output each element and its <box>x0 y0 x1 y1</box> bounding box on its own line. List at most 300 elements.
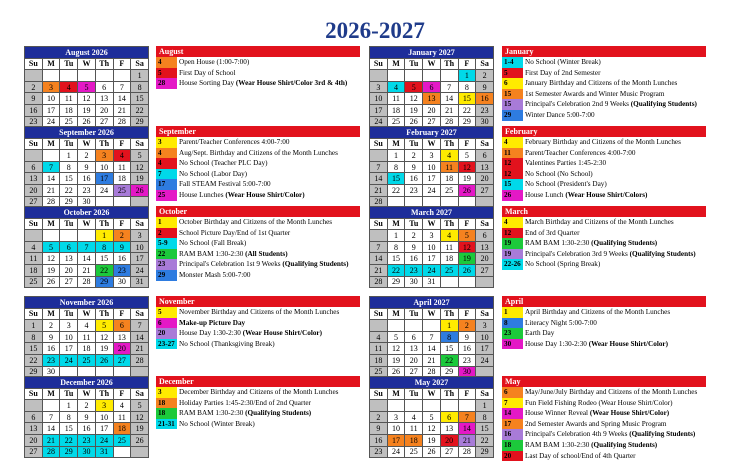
day-cell: 18 <box>78 343 96 355</box>
day-cell: 29 <box>476 446 494 458</box>
day-cell: 27 <box>60 276 78 288</box>
day-cell: 17 <box>42 104 60 116</box>
event-date-badge: 1 <box>502 307 523 318</box>
day-cell: 18 <box>25 264 43 276</box>
event-list-header: January <box>502 46 706 57</box>
empty-cell <box>387 400 405 412</box>
day-cell: 26 <box>387 366 405 378</box>
day-cell: 27 <box>476 264 494 276</box>
event-date-badge: 26 <box>502 190 523 201</box>
event-text: Monster Mash 5:00-7:00 <box>179 270 251 279</box>
day-cell: 17 <box>60 343 78 355</box>
day-cell: 3 <box>387 411 405 423</box>
event-item <box>502 328 706 339</box>
day-cell: 25 <box>405 446 423 458</box>
day-cell: 1 <box>60 400 78 412</box>
day-cell: 29 <box>60 196 78 208</box>
day-cell: 26 <box>95 354 113 366</box>
day-cell: 8 <box>387 161 405 173</box>
day-cell: 30 <box>476 116 494 128</box>
day-cell: 20 <box>60 264 78 276</box>
month-title: April 2027 <box>370 297 494 309</box>
event-list <box>502 376 706 461</box>
day-cell: 24 <box>42 116 60 128</box>
weekday-header: Su <box>25 138 43 150</box>
day-cell: 4 <box>387 81 405 93</box>
event-item <box>156 307 360 318</box>
day-cell: 14 <box>440 93 458 105</box>
empty-cell <box>25 400 43 412</box>
day-cell: 22 <box>458 104 476 116</box>
event-text: Fall STEAM Festival 5:00-7:00 <box>179 180 271 189</box>
empty-cell <box>25 70 43 82</box>
day-cell: 8 <box>440 331 458 343</box>
day-cell: 24 <box>423 264 441 276</box>
event-list-header: February <box>502 126 706 137</box>
day-cell: 18 <box>387 104 405 116</box>
day-cell: 7 <box>131 320 149 332</box>
empty-cell <box>423 400 441 412</box>
day-cell: 22 <box>25 354 43 366</box>
day-cell: 10 <box>131 241 149 253</box>
event-text: RAM BAM 1:30-2:30 (All Students) <box>179 249 288 258</box>
empty-cell <box>458 400 476 412</box>
day-cell: 3 <box>131 230 149 242</box>
event-text: House Lunch (Wear House Shirt/Colors) <box>525 190 648 199</box>
day-cell: 27 <box>423 116 441 128</box>
event-item <box>156 169 360 180</box>
day-cell: 24 <box>476 354 494 366</box>
day-cell: 11 <box>113 161 131 173</box>
event-text: October Birthday and Citizens of the Month Lunches <box>179 218 333 226</box>
day-cell: 15 <box>440 343 458 355</box>
event-date-badge: 15 <box>502 99 523 110</box>
weekday-header: W <box>78 388 96 400</box>
day-cell: 29 <box>25 366 43 378</box>
day-cell: 13 <box>440 423 458 435</box>
event-date-badge: 23 <box>502 328 523 339</box>
event-text: House Lunches (Wear House Shirt/Color) <box>179 190 305 199</box>
day-cell: 22 <box>95 264 113 276</box>
empty-cell <box>423 70 441 82</box>
day-cell: 23 <box>458 354 476 366</box>
day-cell: 10 <box>423 161 441 173</box>
weekday-header: F <box>458 138 476 150</box>
event-list <box>502 46 706 121</box>
day-cell: 14 <box>113 93 131 105</box>
day-cell: 4 <box>113 400 131 412</box>
event-date-badge: 20 <box>502 451 523 462</box>
day-cell: 9 <box>405 241 423 253</box>
event-list <box>502 126 706 201</box>
month-title: February 2027 <box>370 127 494 139</box>
event-list-header: December <box>156 376 360 387</box>
weekday-header: Th <box>95 218 113 230</box>
day-cell: 15 <box>387 253 405 265</box>
weekday-header: Th <box>95 308 113 320</box>
day-cell: 16 <box>25 104 43 116</box>
day-cell: 19 <box>405 104 423 116</box>
day-cell: 17 <box>95 423 113 435</box>
month-title: August 2026 <box>25 47 149 59</box>
day-cell: 25 <box>113 434 131 446</box>
day-cell: 5 <box>405 81 423 93</box>
day-cell: 12 <box>95 331 113 343</box>
event-date-badge: 29 <box>156 270 177 281</box>
event-date-badge: 23 <box>156 259 177 270</box>
day-cell: 17 <box>131 253 149 265</box>
day-cell: 25 <box>25 276 43 288</box>
empty-cell <box>78 230 96 242</box>
event-date-badge: 29 <box>502 110 523 121</box>
day-cell: 20 <box>476 173 494 185</box>
day-cell: 16 <box>113 253 131 265</box>
event-date-badge: 20 <box>156 328 177 339</box>
weekday-header: W <box>423 138 441 150</box>
day-cell: 3 <box>42 81 60 93</box>
day-cell: 30 <box>113 276 131 288</box>
day-cell: 26 <box>131 184 149 196</box>
day-cell: 23 <box>25 116 43 128</box>
day-cell: 27 <box>25 446 43 458</box>
event-date-badge: 6 <box>502 78 523 89</box>
event-date-badge: 18 <box>156 398 177 409</box>
month-title: May 2027 <box>370 377 494 389</box>
event-item <box>502 249 706 260</box>
day-cell: 17 <box>423 253 441 265</box>
day-cell: 4 <box>370 331 388 343</box>
event-list <box>156 126 360 201</box>
empty-cell <box>95 70 113 82</box>
day-cell: 14 <box>131 331 149 343</box>
weekday-header: W <box>423 58 441 70</box>
day-cell: 23 <box>113 264 131 276</box>
event-date-badge: 4 <box>156 57 177 68</box>
day-cell: 2 <box>370 411 388 423</box>
event-text: No School (Spring Break) <box>525 260 601 269</box>
weekday-header: F <box>458 388 476 400</box>
day-cell: 17 <box>95 173 113 185</box>
event-text: November Birthday and Citizens of the Month Lunches <box>179 308 340 316</box>
day-cell: 28 <box>42 446 60 458</box>
event-text: Parent/Teacher Conferences 4:00-7:00 <box>179 138 290 146</box>
event-text: April Birthday and Citizens of the Month Lunches <box>525 308 671 316</box>
event-text: RAM BAM 1:30-2:30 (Qualifying Students) <box>525 440 658 449</box>
event-text: Last Day of school/End of 4th Quarter <box>525 451 636 460</box>
day-cell: 9 <box>25 93 43 105</box>
day-cell: 23 <box>78 184 96 196</box>
day-cell: 26 <box>405 116 423 128</box>
empty-cell <box>25 230 43 242</box>
day-cell: 19 <box>423 434 441 446</box>
event-date-badge: 2 <box>156 228 177 239</box>
event-item <box>156 249 360 260</box>
empty-cell <box>42 400 60 412</box>
day-cell: 22 <box>440 354 458 366</box>
event-text: First Day of School <box>179 68 236 77</box>
day-cell: 19 <box>42 264 60 276</box>
day-cell: 14 <box>370 253 388 265</box>
day-cell: 2 <box>78 400 96 412</box>
day-cell: 16 <box>370 434 388 446</box>
empty-cell <box>387 320 405 332</box>
empty-cell <box>78 70 96 82</box>
day-cell: 13 <box>25 173 43 185</box>
event-item <box>502 339 706 350</box>
day-cell: 30 <box>405 276 423 288</box>
day-cell: 24 <box>387 446 405 458</box>
day-cell: 3 <box>60 320 78 332</box>
day-cell: 28 <box>370 276 388 288</box>
day-cell: 12 <box>405 93 423 105</box>
day-cell: 21 <box>42 434 60 446</box>
empty-cell <box>405 70 423 82</box>
month-calendar <box>24 206 149 288</box>
day-cell: 20 <box>405 354 423 366</box>
day-cell: 9 <box>42 331 60 343</box>
event-text: Make-up Picture Day <box>179 318 246 327</box>
event-date-badge: 1-4 <box>502 57 523 68</box>
month-calendar <box>24 46 149 128</box>
day-cell: 14 <box>370 173 388 185</box>
event-item <box>502 387 706 398</box>
event-text: Aug/Sept. Birthday and Citizens of the Month Lunches <box>179 148 338 157</box>
day-cell: 21 <box>370 184 388 196</box>
month-calendar <box>24 126 149 208</box>
day-cell: 2 <box>476 70 494 82</box>
day-cell: 29 <box>387 276 405 288</box>
event-text: Valentines Parties 1:45-2:30 <box>525 159 607 168</box>
event-text: Parent/Teacher Conferences 4:00-7:00 <box>525 148 636 157</box>
event-item <box>156 318 360 329</box>
day-cell: 8 <box>476 411 494 423</box>
day-cell: 15 <box>458 93 476 105</box>
event-list <box>156 46 360 89</box>
event-list <box>502 296 706 349</box>
event-list <box>156 206 360 281</box>
day-cell: 14 <box>458 423 476 435</box>
weekday-header: Tu <box>60 138 78 150</box>
weekday-header: Sa <box>476 58 494 70</box>
weekday-header: M <box>387 308 405 320</box>
day-cell: 7 <box>423 331 441 343</box>
day-cell: 9 <box>458 331 476 343</box>
day-cell: 15 <box>60 173 78 185</box>
day-cell: 13 <box>476 161 494 173</box>
event-item <box>502 217 706 228</box>
weekday-header: Th <box>95 138 113 150</box>
day-cell: 8 <box>95 241 113 253</box>
page-title: 2026-2027 <box>325 18 425 43</box>
weekday-header: Th <box>95 58 113 70</box>
day-cell: 13 <box>113 331 131 343</box>
day-cell: 4 <box>440 230 458 242</box>
day-cell: 22 <box>60 434 78 446</box>
weekday-header: M <box>42 388 60 400</box>
day-cell: 5 <box>78 81 96 93</box>
day-cell: 27 <box>95 116 113 128</box>
empty-cell <box>458 276 476 288</box>
day-cell: 25 <box>60 116 78 128</box>
event-text: 2nd Semester Awards and Spring Music Program <box>525 419 667 428</box>
day-cell: 23 <box>405 184 423 196</box>
day-cell: 17 <box>476 343 494 355</box>
event-text: No School (Thanksgiving Break) <box>179 339 275 348</box>
day-cell: 24 <box>370 116 388 128</box>
event-item <box>156 228 360 239</box>
weekday-header: Sa <box>131 388 149 400</box>
weekday-header: Sa <box>476 138 494 150</box>
day-cell: 30 <box>78 446 96 458</box>
day-cell: 1 <box>476 400 494 412</box>
day-cell: 18 <box>405 434 423 446</box>
weekday-header: Th <box>440 138 458 150</box>
day-cell: 19 <box>458 253 476 265</box>
day-cell: 28 <box>42 196 60 208</box>
event-text: Fun Field Fishing Rodeo (Wear House Shirt/Color) <box>525 398 673 407</box>
day-cell: 6 <box>405 331 423 343</box>
event-item <box>502 148 706 159</box>
event-text: January Birthday and Citizens of the Month Lunches <box>525 79 678 88</box>
empty-cell <box>405 320 423 332</box>
day-cell: 31 <box>131 276 149 288</box>
day-cell: 28 <box>423 366 441 378</box>
event-date-badge: 6 <box>502 387 523 398</box>
event-item <box>502 158 706 169</box>
day-cell: 25 <box>387 116 405 128</box>
day-cell: 24 <box>95 184 113 196</box>
day-cell: 21 <box>458 434 476 446</box>
day-cell: 21 <box>423 354 441 366</box>
event-text: Earth Day <box>525 329 555 338</box>
day-cell: 4 <box>405 411 423 423</box>
day-cell: 26 <box>78 116 96 128</box>
day-cell: 11 <box>25 253 43 265</box>
event-item <box>156 387 360 398</box>
event-item <box>156 179 360 190</box>
day-cell: 16 <box>42 343 60 355</box>
event-item <box>156 137 360 148</box>
event-item <box>502 398 706 409</box>
day-cell: 7 <box>440 81 458 93</box>
day-cell: 30 <box>458 366 476 378</box>
day-cell: 20 <box>25 434 43 446</box>
event-date-badge: 5 <box>156 307 177 318</box>
day-cell: 30 <box>78 196 96 208</box>
day-cell: 18 <box>113 173 131 185</box>
event-list-header: March <box>502 206 706 217</box>
weekday-header: Tu <box>405 388 423 400</box>
event-text: Winter Dance 5:00-7:00 <box>525 110 595 119</box>
day-cell: 25 <box>440 184 458 196</box>
event-date-badge: 12 <box>502 228 523 239</box>
day-cell: 26 <box>458 264 476 276</box>
day-cell: 5 <box>95 320 113 332</box>
day-cell: 21 <box>78 264 96 276</box>
day-cell: 22 <box>60 184 78 196</box>
day-cell: 5 <box>131 400 149 412</box>
day-cell: 16 <box>458 343 476 355</box>
event-text: No School (No School) <box>525 169 593 178</box>
event-text: RAM BAM 1:30-2:30 (Qualifying Students) <box>179 409 312 418</box>
day-cell: 7 <box>78 241 96 253</box>
weekday-header: F <box>458 58 476 70</box>
event-item <box>502 179 706 190</box>
day-cell: 9 <box>78 411 96 423</box>
weekday-header: Sa <box>476 218 494 230</box>
event-item <box>156 328 360 339</box>
day-cell: 23 <box>42 354 60 366</box>
event-text: No School (Teacher PLC Day) <box>179 159 268 168</box>
event-date-badge: 17 <box>156 179 177 190</box>
day-cell: 31 <box>95 446 113 458</box>
event-text: Principal's Celebration 4th 9 Weeks (Qualifying Students) <box>525 430 696 439</box>
day-cell: 31 <box>423 276 441 288</box>
day-cell: 2 <box>42 320 60 332</box>
day-cell: 21 <box>113 104 131 116</box>
weekday-header: Su <box>25 308 43 320</box>
weekday-header: Tu <box>405 308 423 320</box>
day-cell: 8 <box>458 81 476 93</box>
day-cell: 5 <box>458 150 476 162</box>
day-cell: 2 <box>113 230 131 242</box>
weekday-header: Su <box>370 308 388 320</box>
day-cell: 10 <box>387 423 405 435</box>
day-cell: 27 <box>440 446 458 458</box>
event-item <box>502 78 706 89</box>
event-date-badge: 11 <box>502 148 523 159</box>
event-item <box>502 169 706 180</box>
event-item <box>156 68 360 79</box>
month-calendar <box>369 206 494 288</box>
day-cell: 11 <box>78 331 96 343</box>
event-date-badge: 21-31 <box>156 419 177 430</box>
empty-cell <box>113 70 131 82</box>
day-cell: 19 <box>131 423 149 435</box>
day-cell: 27 <box>405 366 423 378</box>
day-cell: 6 <box>60 241 78 253</box>
weekday-header: W <box>423 218 441 230</box>
event-item <box>156 419 360 430</box>
event-text: End of 3rd Quarter <box>525 228 580 237</box>
day-cell: 13 <box>476 241 494 253</box>
event-date-badge: 22 <box>156 249 177 260</box>
weekday-header: M <box>42 138 60 150</box>
day-cell: 29 <box>60 446 78 458</box>
event-text: House Day 1:30-2:30 (Wear House Shirt/Color) <box>525 339 669 348</box>
day-cell: 3 <box>423 230 441 242</box>
day-cell: 5 <box>458 230 476 242</box>
day-cell: 12 <box>458 161 476 173</box>
day-cell: 8 <box>387 241 405 253</box>
weekday-header: Tu <box>60 388 78 400</box>
day-cell: 16 <box>78 423 96 435</box>
weekday-header: Su <box>25 388 43 400</box>
event-date-badge: 12 <box>502 169 523 180</box>
event-text: No School (Fall Break) <box>179 239 247 248</box>
event-item <box>502 429 706 440</box>
day-cell: 21 <box>440 104 458 116</box>
day-cell: 18 <box>370 354 388 366</box>
day-cell: 1 <box>131 70 149 82</box>
weekday-header: Sa <box>131 218 149 230</box>
day-cell: 12 <box>387 343 405 355</box>
day-cell: 29 <box>95 276 113 288</box>
day-cell: 2 <box>405 150 423 162</box>
weekday-header: W <box>78 218 96 230</box>
event-item <box>502 89 706 100</box>
day-cell: 14 <box>42 173 60 185</box>
